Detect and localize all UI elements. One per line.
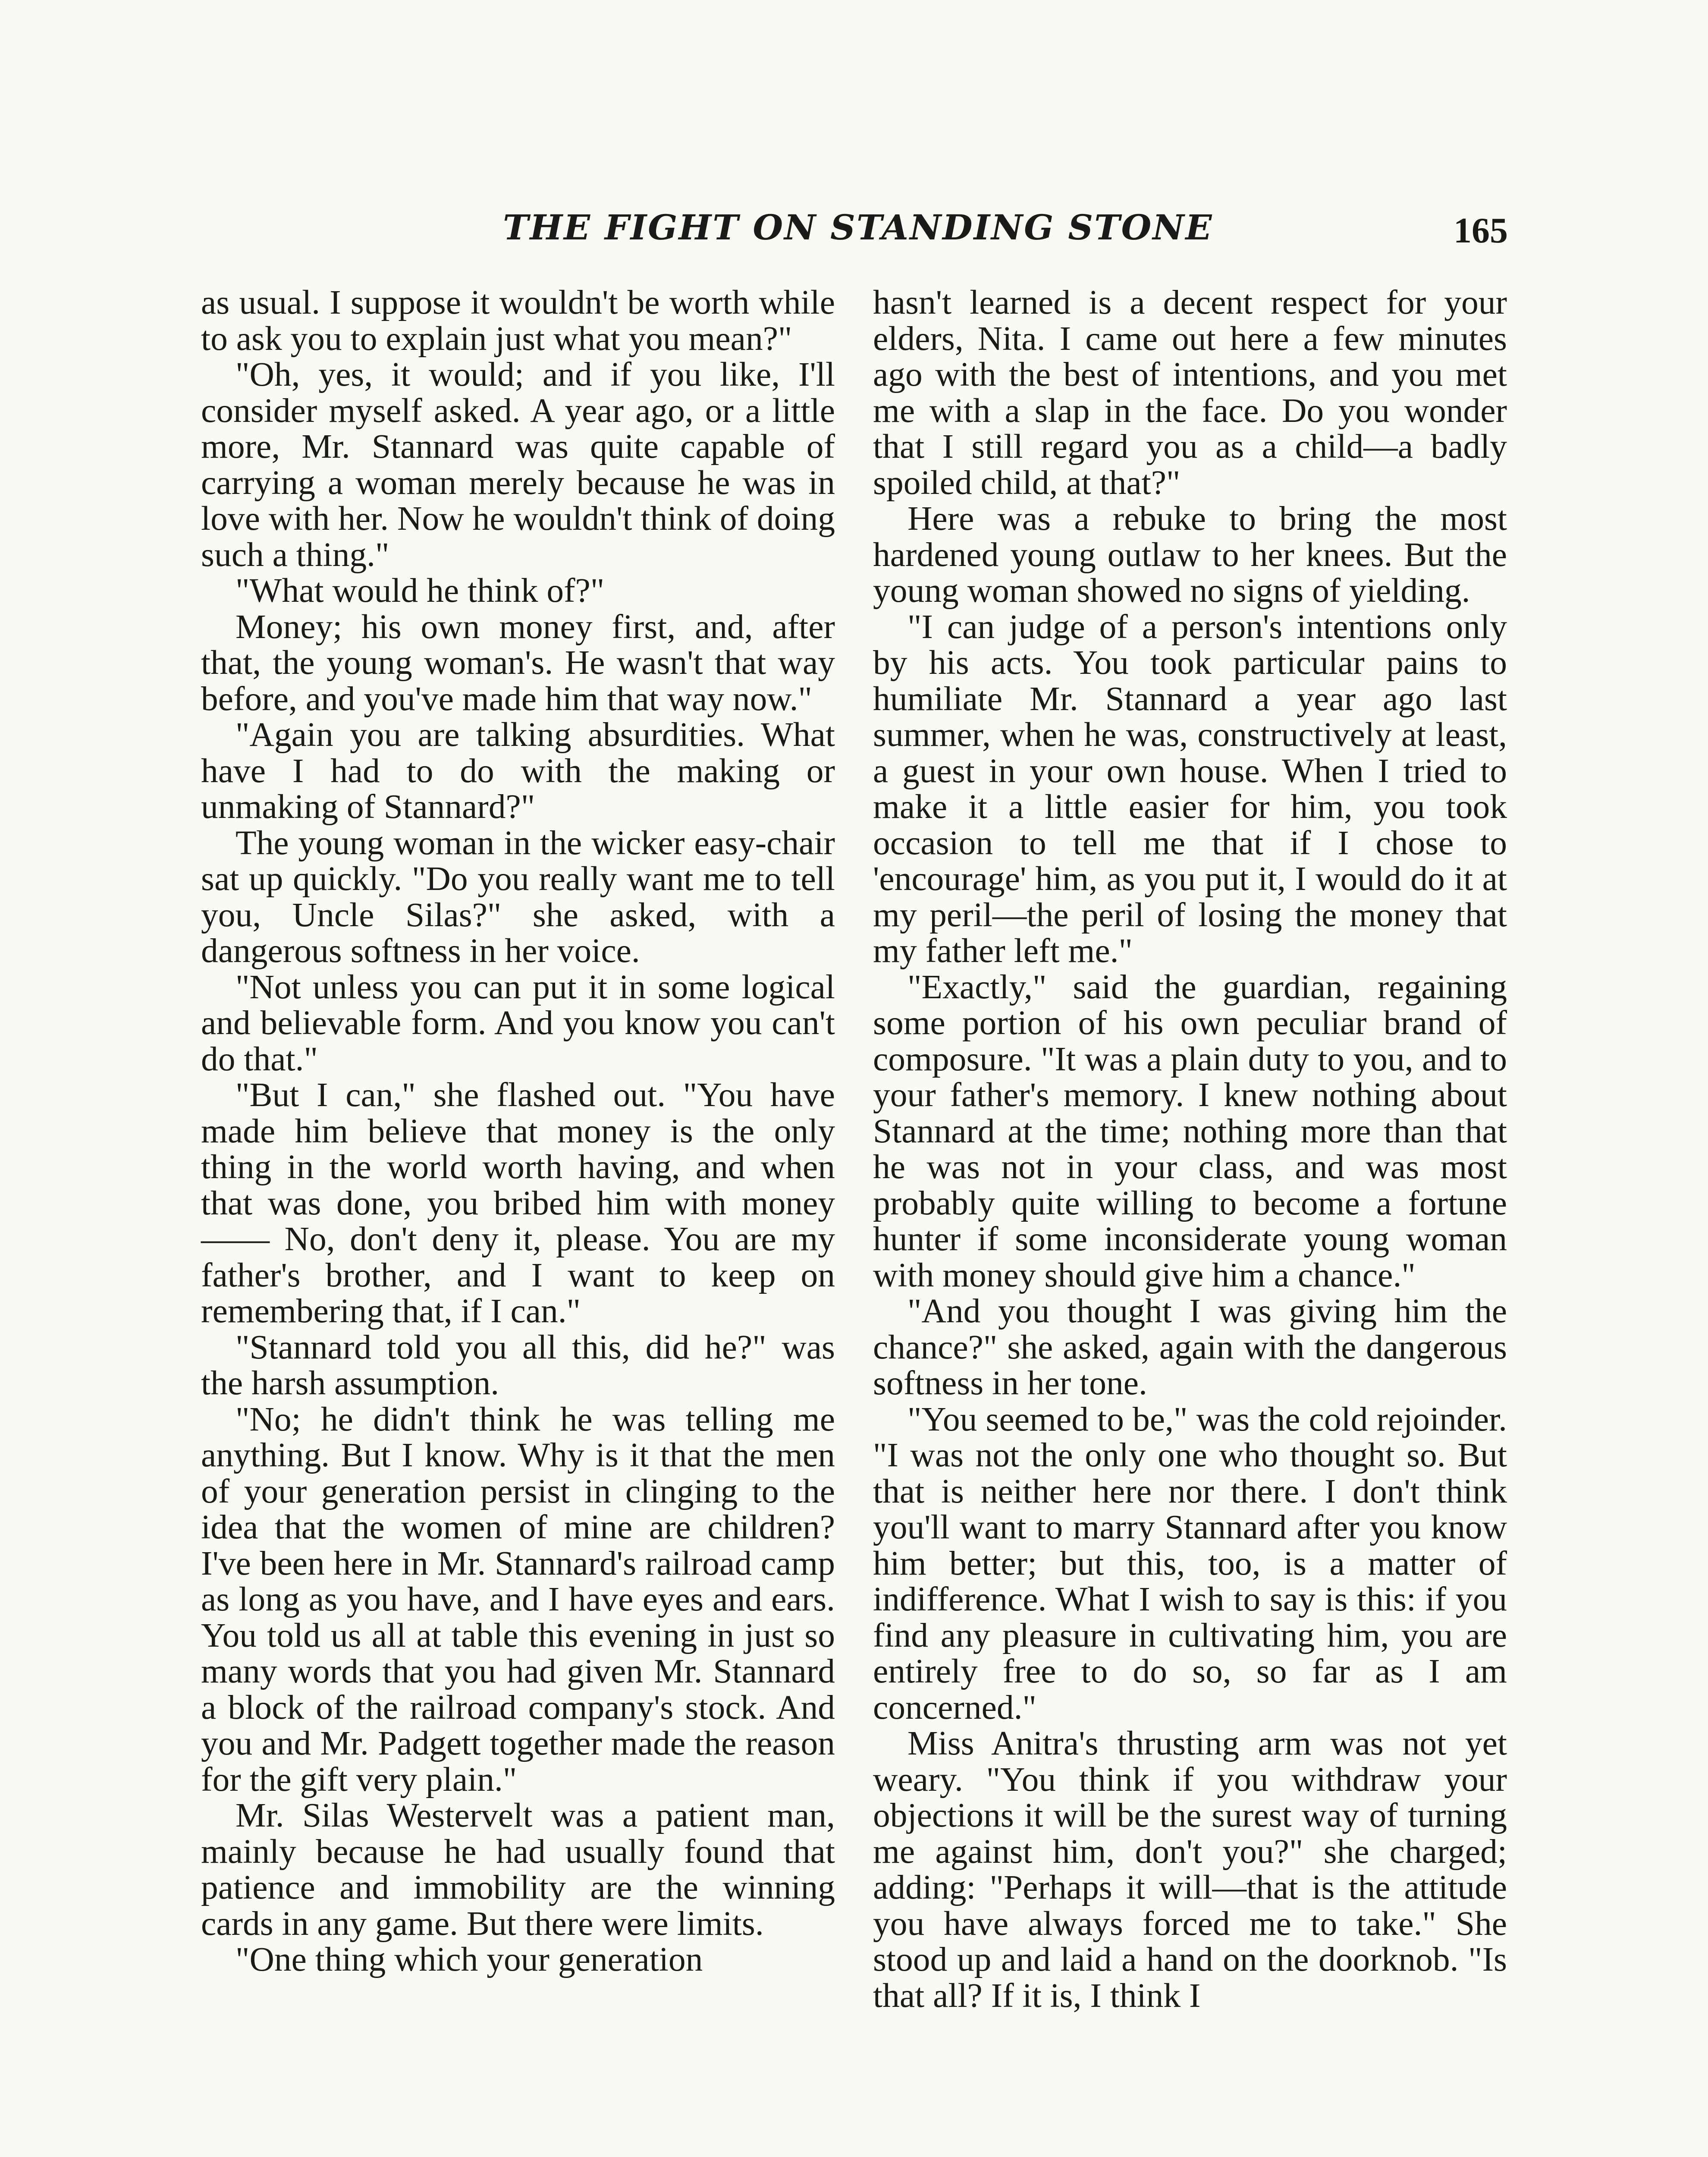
- right-column: [873, 285, 1507, 2014]
- left-column: [201, 285, 835, 1978]
- paragraph: as usual. I suppose it wouldn't be worth while to ask you to explain just what you mean?": [201, 283, 835, 358]
- paragraph: Money; his own money first, and, after that, the young woman's. He wasn't that way before, and you've made him that way now.": [201, 607, 835, 718]
- paragraph: "And you thought I was giving him the chance?" she asked, again with the dangerous softness in her tone.: [873, 1292, 1507, 1402]
- paragraph: Here was a rebuke to bring the most hardened young outlaw to her knees. But the young woman showed no signs of yielding.: [873, 500, 1507, 610]
- paragraph: hasn't learned is a decent respect for your elders, Nita. I came out here a few minutes ago with the best of intentions, and you met me with a slap in the face. Do you wonder that I still regard you as a child—a badly spoiled child, at that?": [873, 283, 1507, 502]
- running-head-title: THE FIGHT ON STANDING STONE: [503, 207, 1213, 248]
- paragraph: "I can judge of a person's intentions only by his acts. You took particular pains to humiliate Mr. Stannard a year ago last summer, when he was, constructively at least, a guest in your own house. When I tried to make it a little easier for him, you took occasion to tell me that if I chose to 'encourage' him, as you put it, I would do it at my peril—the peril of losing the money that my father left me.": [873, 607, 1507, 970]
- running-head: [201, 207, 1508, 259]
- paragraph: "What would he think of?": [235, 572, 605, 610]
- paragraph: "Not unless you can put it in some logical and believable form. And you know you can't do that.": [201, 968, 835, 1078]
- paragraph: The young woman in the wicker easy-chair sat up quickly. "Do you really want me to tell you, Uncle Silas?" she asked, with a dangerous softness in her voice.: [201, 824, 835, 970]
- paragraph: "But I can," she flashed out. "You have made him believe that money is the only thing in the world worth having, and when that was done, you bribed him with money—— No, don't deny it, please. You are my father's brother, and I want to keep on remembering that, if I can.": [201, 1076, 835, 1330]
- paragraph: "No; he didn't think he was telling me anything. But I know. Why is it that the men of your generation persist in clinging to the idea that the women of mine are children? I've been here in Mr. Stannard's railroad camp as long as you have, and I have eyes and ears. You told us all at table this evening in just so many words that you had given Mr. Stannard a block of the railroad company's stock. And you and Mr. Padgett together made the reason for the gift very plain.": [201, 1400, 835, 1799]
- paragraph: Miss Anitra's thrusting arm was not yet weary. "You think if you withdraw your objections it will be the surest way of turning me against him, don't you?" she charged; adding: "Perhaps it will—that is the attitude you have always forced me to take." She stood up and laid a hand on the doorknob. "Is that all? If it is, I think I: [873, 1724, 1507, 2015]
- paragraph: "You seemed to be," was the cold rejoinder. "I was not the only one who thought so. But that is neither here nor there. I don't think you'll want to marry Stannard after you know him better; but this, too, is a matter of indifference. What I wish to say is this: if you find any pleasure in cultivating him, you are entirely free to do so, so far as I am concerned.": [873, 1400, 1507, 1726]
- paragraph: "Stannard told you all this, did he?" was the harsh assumption.: [201, 1328, 835, 1402]
- paragraph: "Exactly," said the guardian, regaining some portion of his own peculiar brand of composure. "It was a plain duty to you, and to your father's memory. I knew nothing about Stannard at the time; nothing more than that he was not in your class, and was most probably quite willing to become a fortune hunter if some inconsiderate young woman with money should give him a chance.": [873, 968, 1507, 1294]
- paragraph: "One thing which your generation: [235, 1940, 703, 1978]
- page-number: 165: [1454, 211, 1508, 251]
- paragraph: "Again you are talking absurdities. What have I had to do with the making or unmaking of Stannard?": [201, 716, 835, 826]
- paragraph: Mr. Silas Westervelt was a patient man, mainly because he had usually found that patience and immobility are the winning cards in any game. But there were limits.: [201, 1796, 835, 1943]
- paragraph: "Oh, yes, it would; and if you like, I'll consider myself asked. A year ago, or a little more, Mr. Stannard was quite capable of carrying a woman merely because he was in love with her. Now he wouldn't think of doing such a thing.": [201, 355, 835, 574]
